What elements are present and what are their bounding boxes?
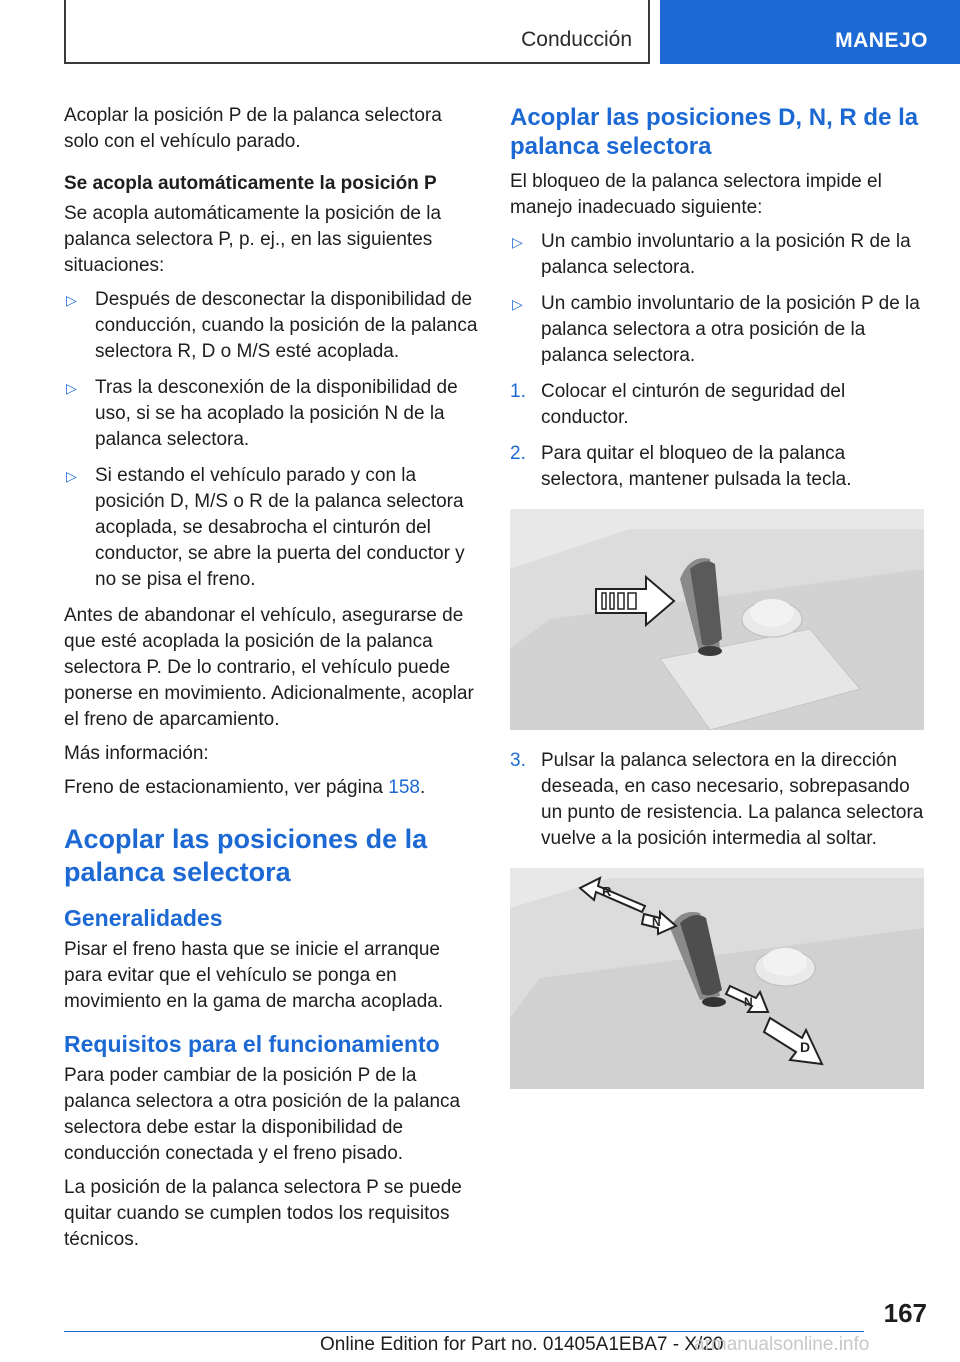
list-item (64, 463, 478, 593)
dnr-intro: El bloqueo de la palanca selectora impide el manejo inadecuado siguiente: (510, 171, 882, 218)
cross-reference (64, 775, 478, 801)
dnr-heading: Acoplar las posiciones D, N, R de la palanca selectora (510, 104, 919, 160)
step-item (510, 379, 928, 431)
edition-footer: Online Edition for Part no. 01405A1EBA7 - X/20 (320, 1334, 724, 1355)
section-title: Conducción (521, 28, 632, 51)
page-link[interactable]: 158 (388, 777, 420, 798)
general-heading: Generalidades (64, 905, 223, 931)
list-item (64, 375, 478, 453)
n-position-label-lower: N (744, 995, 753, 1009)
triangle-bullet-icon: ▷ (66, 468, 77, 484)
list-item-text: Después de desconectar la disponibilidad de conducción, cuando la posición de la palanca selectora R, D o M/S esté acoplada. (95, 289, 478, 362)
more-info-label: Más información: (64, 743, 209, 764)
step-item (510, 441, 928, 493)
selector-lever-unlock-illustration (510, 509, 924, 730)
step-number: 2. (510, 443, 526, 464)
d-position-label: D (800, 1039, 811, 1055)
gear-positions-figure (510, 868, 924, 1089)
step-number: 1. (510, 381, 526, 402)
chapter-tab: MANEJO (660, 0, 960, 64)
n-position-label-upper: N (652, 915, 661, 929)
cross-reference-end: . (419, 777, 426, 798)
triangle-bullet-icon: ▷ (66, 292, 77, 308)
list-item-text: Si estando el vehículo parado y con la posición D, M/S o R de la palanca selectora acoplada, se desabrocha el cinturón del conductor, se abre la puerta del conductor y no se pisa el freno. (95, 465, 465, 590)
triangle-bullet-icon: ▷ (66, 380, 77, 396)
list-item-text: Un cambio involuntario de la posición P de la palanca selectora a otra posición de la palanca selectora. (541, 293, 920, 366)
requirements-text-1: Para poder cambiar de la posición P de la palanca selectora a otra posición de la palanca selectora debe estar la disponibilidad de conducción conectada y el freno pisado. (64, 1065, 461, 1164)
r-position-label: R (602, 884, 612, 899)
list-item-text: Un cambio involuntario a la posición R de la palanca selectora. (541, 231, 911, 278)
list-item (510, 229, 928, 281)
step-text: Colocar el cinturón de seguridad del conductor. (541, 381, 846, 428)
watermark: armanualsonline.info (694, 1334, 870, 1355)
warning-paragraph: Antes de abandonar el vehículo, asegurarse de que esté acoplada la posición de la palanca selectora P. De lo contrario, el vehículo puede ponerse en movimiento. Adicionalmente, acoplar el freno de aparcamiento. (64, 605, 474, 730)
step-item (510, 748, 928, 852)
general-text: Pisar el freno hasta que se inicie el arranque para evitar que el vehículo se ponga en movimiento en la gama de marcha acoplada. (64, 939, 444, 1012)
left-column (64, 103, 478, 1261)
cross-reference-text: Freno de estacionamiento, ver página (64, 777, 383, 798)
triangle-bullet-icon: ▷ (512, 234, 523, 250)
list-item (64, 287, 478, 365)
dnr-bullet-list (510, 229, 928, 369)
step-text: Pulsar la palanca selectora en la dirección deseada, en caso necesario, sobrepasando un punto de resistencia. La palanca selectora vuelve a la posición intermedia al soltar. (541, 750, 924, 849)
auto-p-heading: Se acopla automáticamente la posición P (64, 173, 437, 194)
list-item-text: Tras la desconexión de la disponibilidad de uso, si se ha acoplado la posición N de la palanca selectora. (95, 377, 458, 450)
step-text: Para quitar el bloqueo de la palanca selectora, mantener pulsada la tecla. (541, 443, 852, 490)
intro-paragraph: Acoplar la posición P de la palanca selectora solo con el vehículo parado. (64, 105, 442, 152)
section-heading: Acoplar las posiciones de la palanca selectora (64, 824, 428, 887)
requirements-text-2: La posición de la palanca selectora P se puede quitar cuando se cumplen todos los requisitos técnicos. (64, 1177, 462, 1250)
section-header-box (64, 0, 650, 64)
footer-divider (64, 1331, 864, 1332)
right-column (510, 103, 928, 1107)
requirements-heading: Requisitos para el funcionamiento (64, 1031, 440, 1057)
list-item (510, 291, 928, 369)
steps-list-continued (510, 748, 928, 852)
page-header (0, 0, 960, 66)
step-number: 3. (510, 750, 526, 771)
page-number: 167 (883, 1298, 927, 1328)
steps-list (510, 379, 928, 493)
gear-lever-press-figure (510, 509, 924, 730)
selector-lever-positions-illustration (510, 868, 924, 1089)
triangle-bullet-icon: ▷ (512, 296, 523, 312)
auto-p-text: Se acopla automáticamente la posición de la palanca selectora P, p. ej., en las siguientes situaciones: (64, 203, 442, 276)
auto-p-bullet-list (64, 287, 478, 593)
